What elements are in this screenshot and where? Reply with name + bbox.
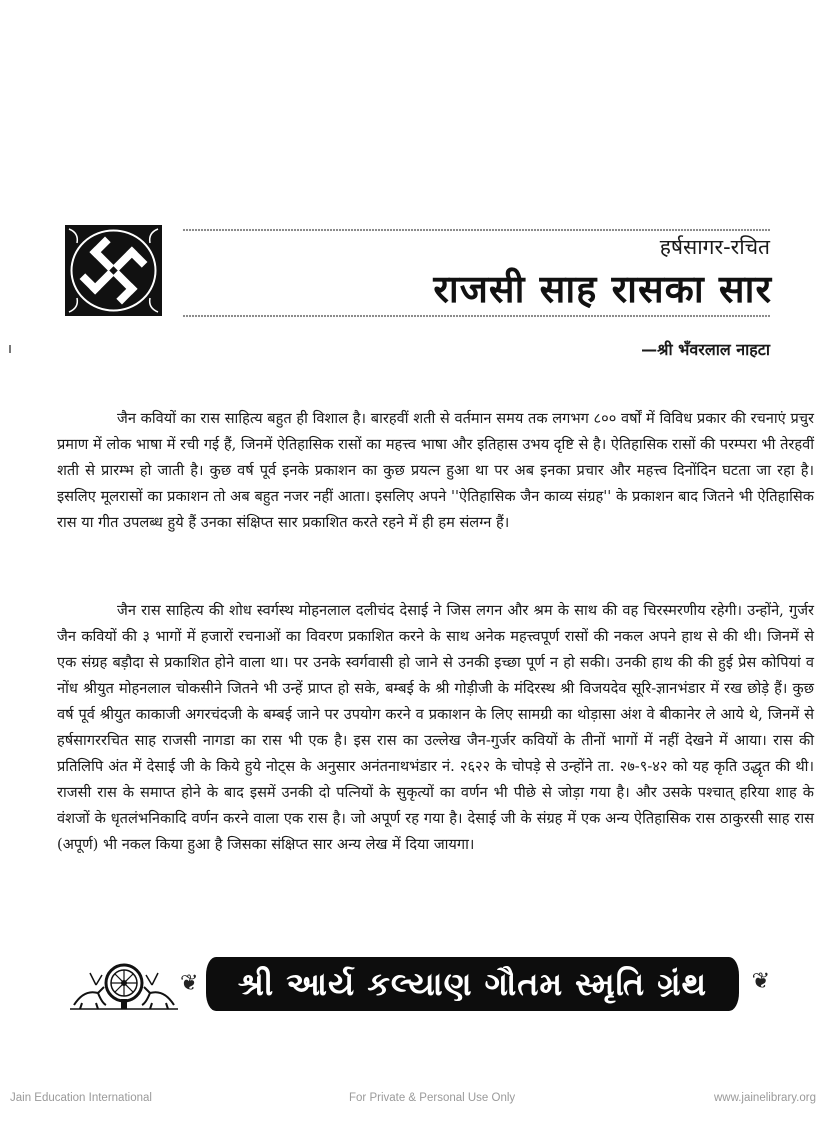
dharma-chakra-deer-ornament-icon: [68, 959, 180, 1011]
body-paragraph-2: जैन रास साहित्य की शोध स्वर्गस्थ मोहनलाल दलीचंद देसाई ने जिस लगन और श्रम के साथ की वह चिरस्मरणीय रहेगी। उन्होंने, गुर्जर जैन कवियों की ३ भागों में हजारों रचनाओं का विवरण प्रकाशित करने के साथ अनेक महत्त्वपूर्ण रासों की नकल अपने हाथ से की थी। जिनमें से एक संग्रह बड़ौदा से प्रकाशित होने वाला था। पर उनके स्वर्गवासी हो जाने से उनकी इच्छा पूर्ण न हो सकी। उनकी हाथ की की हुई प्रेस कोपियां व नोंध श्रीयुत मोहनलाल चोकसीने जितने भी उन्हें प्राप्त हो सके, बम्बई के श्री गोड़ीजी के मंदिरस्थ श्री विजयदेव सूरि-ज्ञानभंडार में रख छोड़े हैं। कुछ वर्ष पूर्व श्रीयुत काकाजी अगरचंदजी के बम्बई जाने पर उपयोग करने व प्रकाशन के लिए सामग्री का थोड़ासा अंश वे बीकानेर ले आये थे, जिनमें से हर्षसागररचित साह राजसी नागडा का रास भी एक है। इस रास का उल्लेख जैन-गुर्जर कवियों के तीनों भागों में नहीं देखने में आया। रास की प्रतिलिपि अंत में देसाई जी के किये हुये नोट्स के अनुसार अनंतनाथभंडार नं. २६२२ के चोपड़े से उन्होंने ता. २७-९-४२ को यह कृति उद्धृत की थी। राजसी रास के समाप्त होने के बाद इसमें उनकी दो पत्नियों के सुकृत्यों का वर्णन भी पीछे से जोड़ा गया है। और उसके पश्चात् हरिया शाह के वंशजों के धृतलंभनिकादि वर्णन करने वाला एक रास है। जो अपूर्ण रह गया है। देसाई जी के संग्रह में एक अन्य ऐतिहासिक रास ठाकुरसी साह रास (अपूर्ण) भी नकल किया हुआ है जिसका संक्षिप्त सार अन्य लेख में दिया जायगा।: [57, 602, 814, 853]
banner-plate: [206, 957, 739, 1011]
body-paragraph-1: जैन कवियों का रास साहित्य बहुत ही विशाल है। बारहवीं शती से वर्तमान समय तक लगभग ८०० वर्षों में विविध प्रकार की रचनाएं प्रचुर प्रमाण में लोक भाषा में रची गई हैं, जिनमें ऐतिहासिक रासों का महत्त्व भाषा और इतिहास उभय दृष्टि से है। ऐतिहासिक रासों की परम्परा भी तेरहवीं शती से प्रारम्भ हो जाती है। कुछ वर्ष पूर्व इनके प्रकाशन का कुछ प्रयत्न हुआ था पर अब इनका प्रचार और महत्त्व दिनोंदिन घटता जा रहा है। इसलिए मूलरासों का प्रकाशन तो अब बहुत नजर नहीं आता। इसलिए अपने ''ऐतिहासिक जैन काव्य संग्रह'' के प्रकाशन बाद जितने भी ऐतिहासिक रास या गीत उपलब्ध हुये हैं उनका संक्षिप्त सार प्रकाशित करते रहने में ही हम संलग्न हैं।: [57, 410, 814, 531]
book-title-banner: [68, 955, 768, 1015]
flourish-left-icon: ❦: [180, 971, 199, 996]
scan-margin-mark: [9, 345, 11, 353]
footer-publisher: Jain Education International: [10, 1092, 152, 1104]
article-title: राजसी साह रासका सार: [433, 267, 772, 311]
author-byline: —श्री भँवरलाल नाहटा: [641, 340, 770, 359]
swastika-emblem-icon: [65, 225, 162, 316]
flourish-right-icon: ❦: [751, 969, 770, 994]
decorative-wavy-rule-top: [182, 228, 770, 232]
footer-website: www.jainelibrary.org: [713, 1092, 816, 1104]
decorative-wavy-rule-bottom: [182, 314, 770, 318]
article-subtitle: हर्षसागर-रचित: [659, 235, 770, 259]
banner-text: શ્રી આર્ય કલ્યાણ ગૌતમ સ્મૃતિ ગ્રંથ: [237, 964, 708, 1003]
footer-usage-notice: For Private & Personal Use Only: [349, 1092, 516, 1104]
